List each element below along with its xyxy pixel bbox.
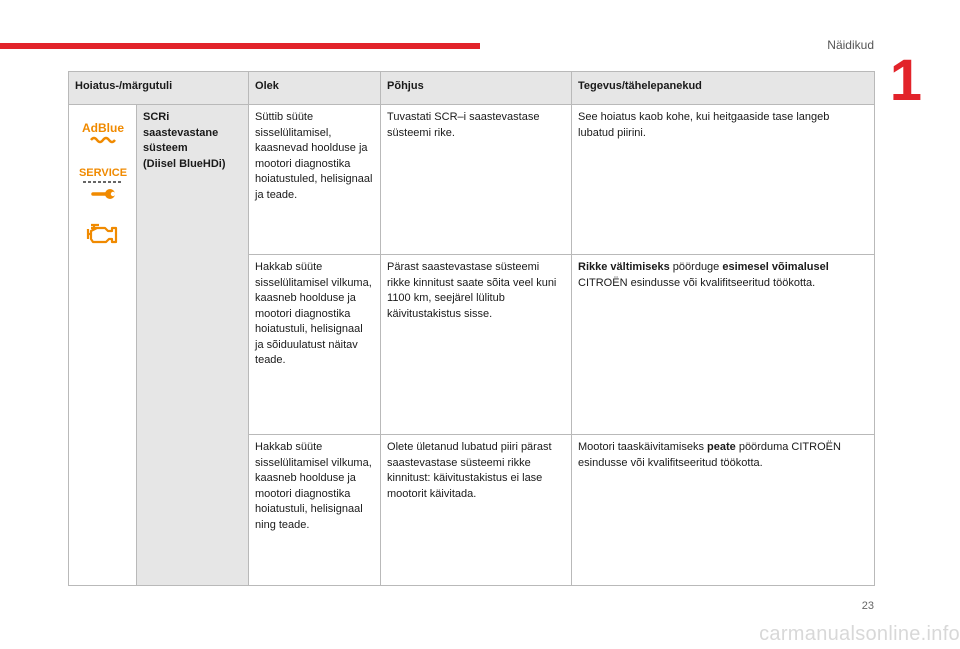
action-cell: See hoiatus kaob kohe, kui heitgaaside tase langeb lubatud piirini. [572, 105, 875, 255]
state-cell: Süttib süüte sisselülitamisel, kaasnevad hoolduse ja mootori diagnostika hoiatustuled, helisignaal ja teade. [249, 105, 381, 255]
header-cause: Põhjus [381, 72, 572, 105]
action-cell [572, 255, 875, 435]
header-accent-bar [0, 43, 480, 49]
watermark: carmanualsonline.info [759, 623, 960, 645]
cause-cell: Pärast saastevastase süsteemi rikke kinnitust saate sõita veel kuni 1100 km, seejärel lülitub käivitustakistus sisse. [381, 255, 572, 435]
action-text: pöörduge [669, 261, 723, 273]
header-action: Tegevus/tähelepanekud [572, 72, 875, 105]
action-text: Mootori taaskäivitamiseks [578, 441, 708, 453]
system-name-cell [137, 105, 249, 586]
header-warning-light: Hoiatus-/märgutuli [69, 72, 249, 105]
system-name-line1: SCRi [143, 111, 170, 123]
system-name-line2: saastevastane [143, 126, 219, 139]
adblue-icon [81, 119, 125, 147]
chapter-number: 1 [889, 48, 922, 113]
table-row [69, 105, 875, 255]
warning-lights-table [68, 71, 875, 586]
engine-check-icon [83, 221, 123, 247]
svg-text:SERVICE: SERVICE [78, 167, 127, 179]
section-title: Näidikud [827, 38, 874, 52]
warning-icons-cell [69, 105, 137, 586]
action-emphasis: esimesel võimalusel [722, 261, 829, 273]
state-cell: Hakkab süüte sisselülitamisel vilkuma, kaasneb hoolduse ja mootori diagnostika hoiatustuli, helisignaal ja sõiduulatust näitav teade. [249, 255, 381, 435]
action-text: CITROËN esindusse või kvalifitseeritud töökotta. [578, 276, 816, 289]
system-name-line3: süsteem [143, 142, 188, 154]
cause-cell: Olete ületanud lubatud piiri pärast saastevastase süsteemi rikke kinnitust: käivitustakistus ei lase mootorit käivitada. [381, 435, 572, 586]
action-emphasis: peate [707, 441, 736, 453]
state-cell: Hakkab süüte sisselülitamisel vilkuma, kaasneb hoolduse ja mootori diagnostika hoiatustuli, helisignaal ning teade. [249, 435, 381, 586]
cause-cell: Tuvastati SCR–i saastevastase süsteemi rike. [381, 105, 572, 255]
svg-text:AdBlue: AdBlue [81, 121, 124, 135]
service-wrench-icon [79, 165, 127, 203]
action-cell [572, 435, 875, 586]
header-state: Olek [249, 72, 381, 105]
action-text: pöörduma CITROËN esindusse või kvalifitseeritud töökotta. [578, 441, 841, 469]
table-header-row [69, 72, 875, 105]
system-name-line4: (Diisel BlueHDi) [143, 157, 226, 170]
page-number: 23 [861, 600, 874, 612]
action-emphasis: Rikke vältimiseks [578, 261, 670, 273]
